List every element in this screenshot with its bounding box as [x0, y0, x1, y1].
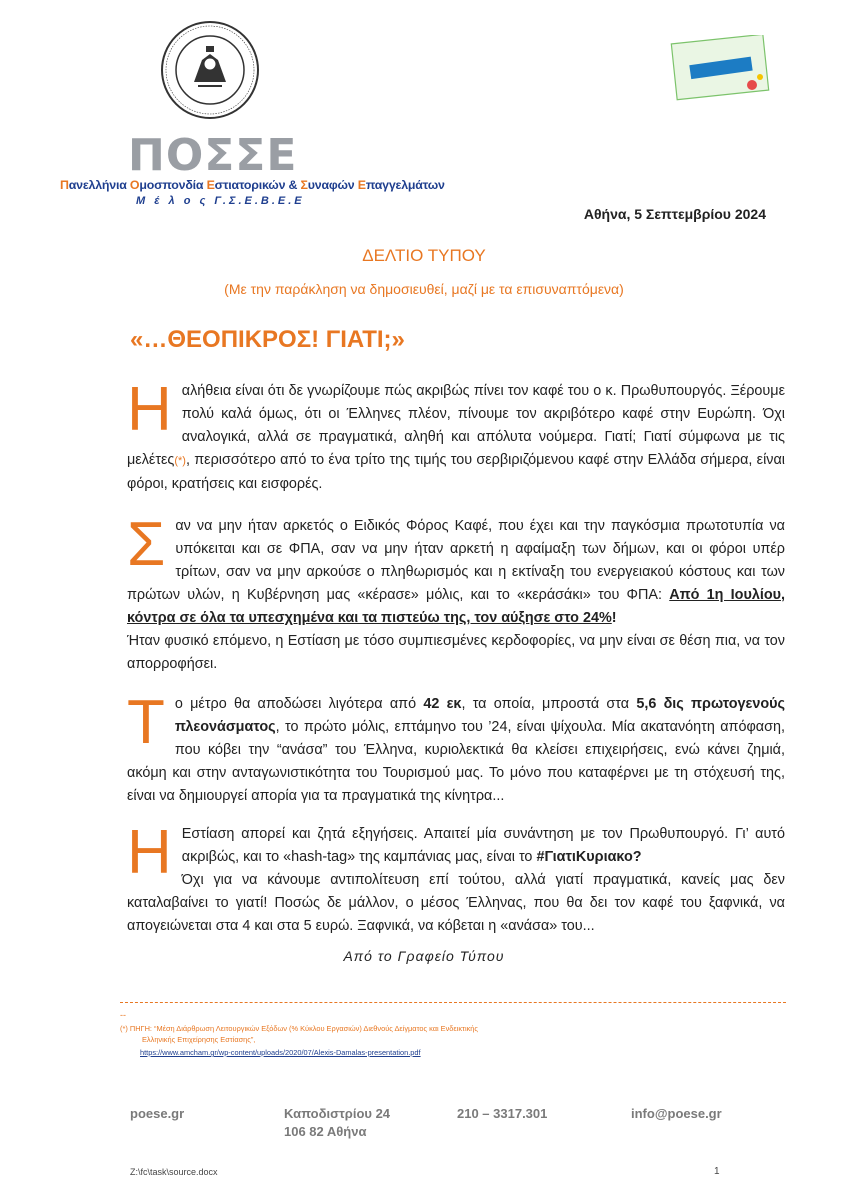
campaign-hashtag: #ΓιατιΚυριακο? — [536, 849, 642, 865]
paragraph-1: Ηαλήθεια είναι ότι δε γνωρίζουμε πώς ακριβώς πίνει τον καφέ του ο κ. Πρωθυπουργός. Ξέρουμε πολύ καλά όμως, ότι οι Έλληνες πλέον, πίνουμε τον ακριβότερο καφέ στην Ευρώπη. Όχι αναλογικά, αλλά σε πραγματικά, αληθή και απόλυτα νούμερα. Γιατί; Γιατί σύμφωνα με τις μελέτες(*), περισσότερο από το ένα τρίτο της τιμής του σερβιριζόμενου καφέ στην Ελλάδα σήμερα, είναι φόροι, κρατήσεις και εισφορές. — [127, 375, 785, 492]
drop-cap: Σ — [127, 510, 166, 579]
federation-seal-logo — [160, 20, 260, 120]
footer-email: info@poese.gr — [631, 1106, 722, 1121]
footer-address-line2: 106 82 Αθήνα — [284, 1124, 367, 1139]
press-office-signoff: Από το Γραφείο Τύπου — [343, 948, 505, 964]
footnote-source-link[interactable]: https://www.amcham.gr/wp-content/uploads/2020/07/Alexis-Damalas-presentation.pdf — [140, 1048, 421, 1057]
paragraph-4: Η Εστίαση απορεί και ζητά εξηγήσεις. Απαιτεί μία συνάντηση με τον Πρωθυπουργό. Γι’ αυτό ακριβώς, και το «hash-tag» της καμπάνιας μας, είναι το #ΓιατιΚυριακο? Όχι για να κάνουμε αντιπολίτευση επί τούτου, αλλά γιατί πραγματικά, κανείς μας δεν καταλαβαίνει το γιατί! Ποσώς δε μάλλον, ο μέσος Έλληνας, που θα δει τον καφέ του ξαφνικά, να απογειώνεται στα 4 και στα 5 ευρώ. Ξαφνικά, να κόβεται η «ανάσα» του... — [127, 818, 785, 934]
page-number: 1 — [714, 1166, 720, 1177]
poese-logo: ΠΟΣΣΕ — [128, 130, 298, 181]
vat-increase-highlight: Από 1η Ιουλίου, κόντρα σε όλα τα υπεσχημένα και τα πιστεύω της, τον αύξησε στο 24% — [127, 587, 785, 626]
press-release-date: Αθήνα, 5 Σεπτεμβρίου 2024 — [583, 206, 766, 222]
drop-cap: Η — [127, 818, 172, 887]
headline: «…ΘΕΟΠΙΚΡΟΣ! ΓΙΑΤΙ;» — [130, 326, 405, 353]
document-file-path: Z:\fc\task\source.docx — [130, 1167, 218, 1177]
press-release-subtitle: (Με την παράκληση να δημοσιευθεί, μαζί με τα επισυναπτόμενα) — [224, 281, 624, 297]
footnote-marker: (*) — [174, 455, 186, 467]
paragraph-2: Σαν να μην ήταν αρκετός ο Ειδικός Φόρος Καφέ, που έχει και την παγκόσμια πρωτοτυπία να υπόκειται και σε ΦΠΑ, σαν να μην ήταν αρκετή η αφαίμαξη των δήμων, και οι φόροι υπέρ τρίτων, σαν να μην αρκούσε ο πληθωρισμός και η εκτίναξη του ενεργειακού κόστους και των πρώτων υλών, η Κυβέρνηση μας «κέρασε» μόλις, και το «κεράσάκι» του ΦΠΑ: Από 1η Ιουλίου, κόντρα σε όλα τα υπεσχημένα και τα πιστεύω της, τον αύξησε στο 24%! Ήταν φυσικό επόμενο, η Εστίαση με τόσο συμπιεσμένες κερδοφορίες, να μην είναι σε θέση πια, να τον απορροφήσει. — [127, 510, 785, 672]
paragraph-3: Το μέτρο θα αποδώσει λιγότερα από 42 εκ, τα οποία, μπροστά στα 5,6 δις πρωτογενούς πλεονάσματος, το πρώτο μόλις, επτάμηνο του ’24, είναι ψίχουλα. Μία ακατανόητη απόφαση, που κόβει την “ανάσα” του Έλληνα, κυριολεκτικά θα κλείσει επιχειρήσεις, ενώ κάνει ζημιά, ακόμη και στην ανταγωνιστικότητα του Τουρισμού μας. Το μόνο που καταφέρνει με τη στόχευσή της, είναι να δημιουργεί απορία για τα πραγματικά της κίνητρα... — [127, 688, 786, 804]
footnote-separator — [120, 1002, 786, 1003]
footer-phone: 210 – 3317.301 — [457, 1106, 548, 1121]
citizens-movement-logo — [670, 35, 770, 105]
drop-cap: Η — [127, 375, 172, 444]
footnote-dash: -- — [120, 1010, 126, 1020]
press-release-title: ΔΕΛΤΙΟ ΤΥΠΟΥ — [362, 246, 486, 265]
footnote-source: (*) ΠΗΓΗ: “Μέση Διάρθρωση Λειτουργικών Εξόδων (% Κύκλου Εργασιών) Διεθνούς Δείγματος και Ενδεικτικής Ελληνικής Επιχείρησης Εστίασης”, — [120, 1024, 478, 1044]
footer-website: poese.gr — [130, 1106, 185, 1121]
member-of-gsevee: Μ έ λ ο ς Γ.Σ.Ε.Β.Ε.Ε — [136, 195, 305, 207]
footer-address-line1: Καποδιστρίου 24 — [284, 1106, 391, 1121]
organization-name: Πανελλήνια Ομοσπονδία Εστιατορικών & Συναφών Επαγγελμάτων — [60, 178, 445, 192]
drop-cap: Τ — [127, 688, 165, 757]
